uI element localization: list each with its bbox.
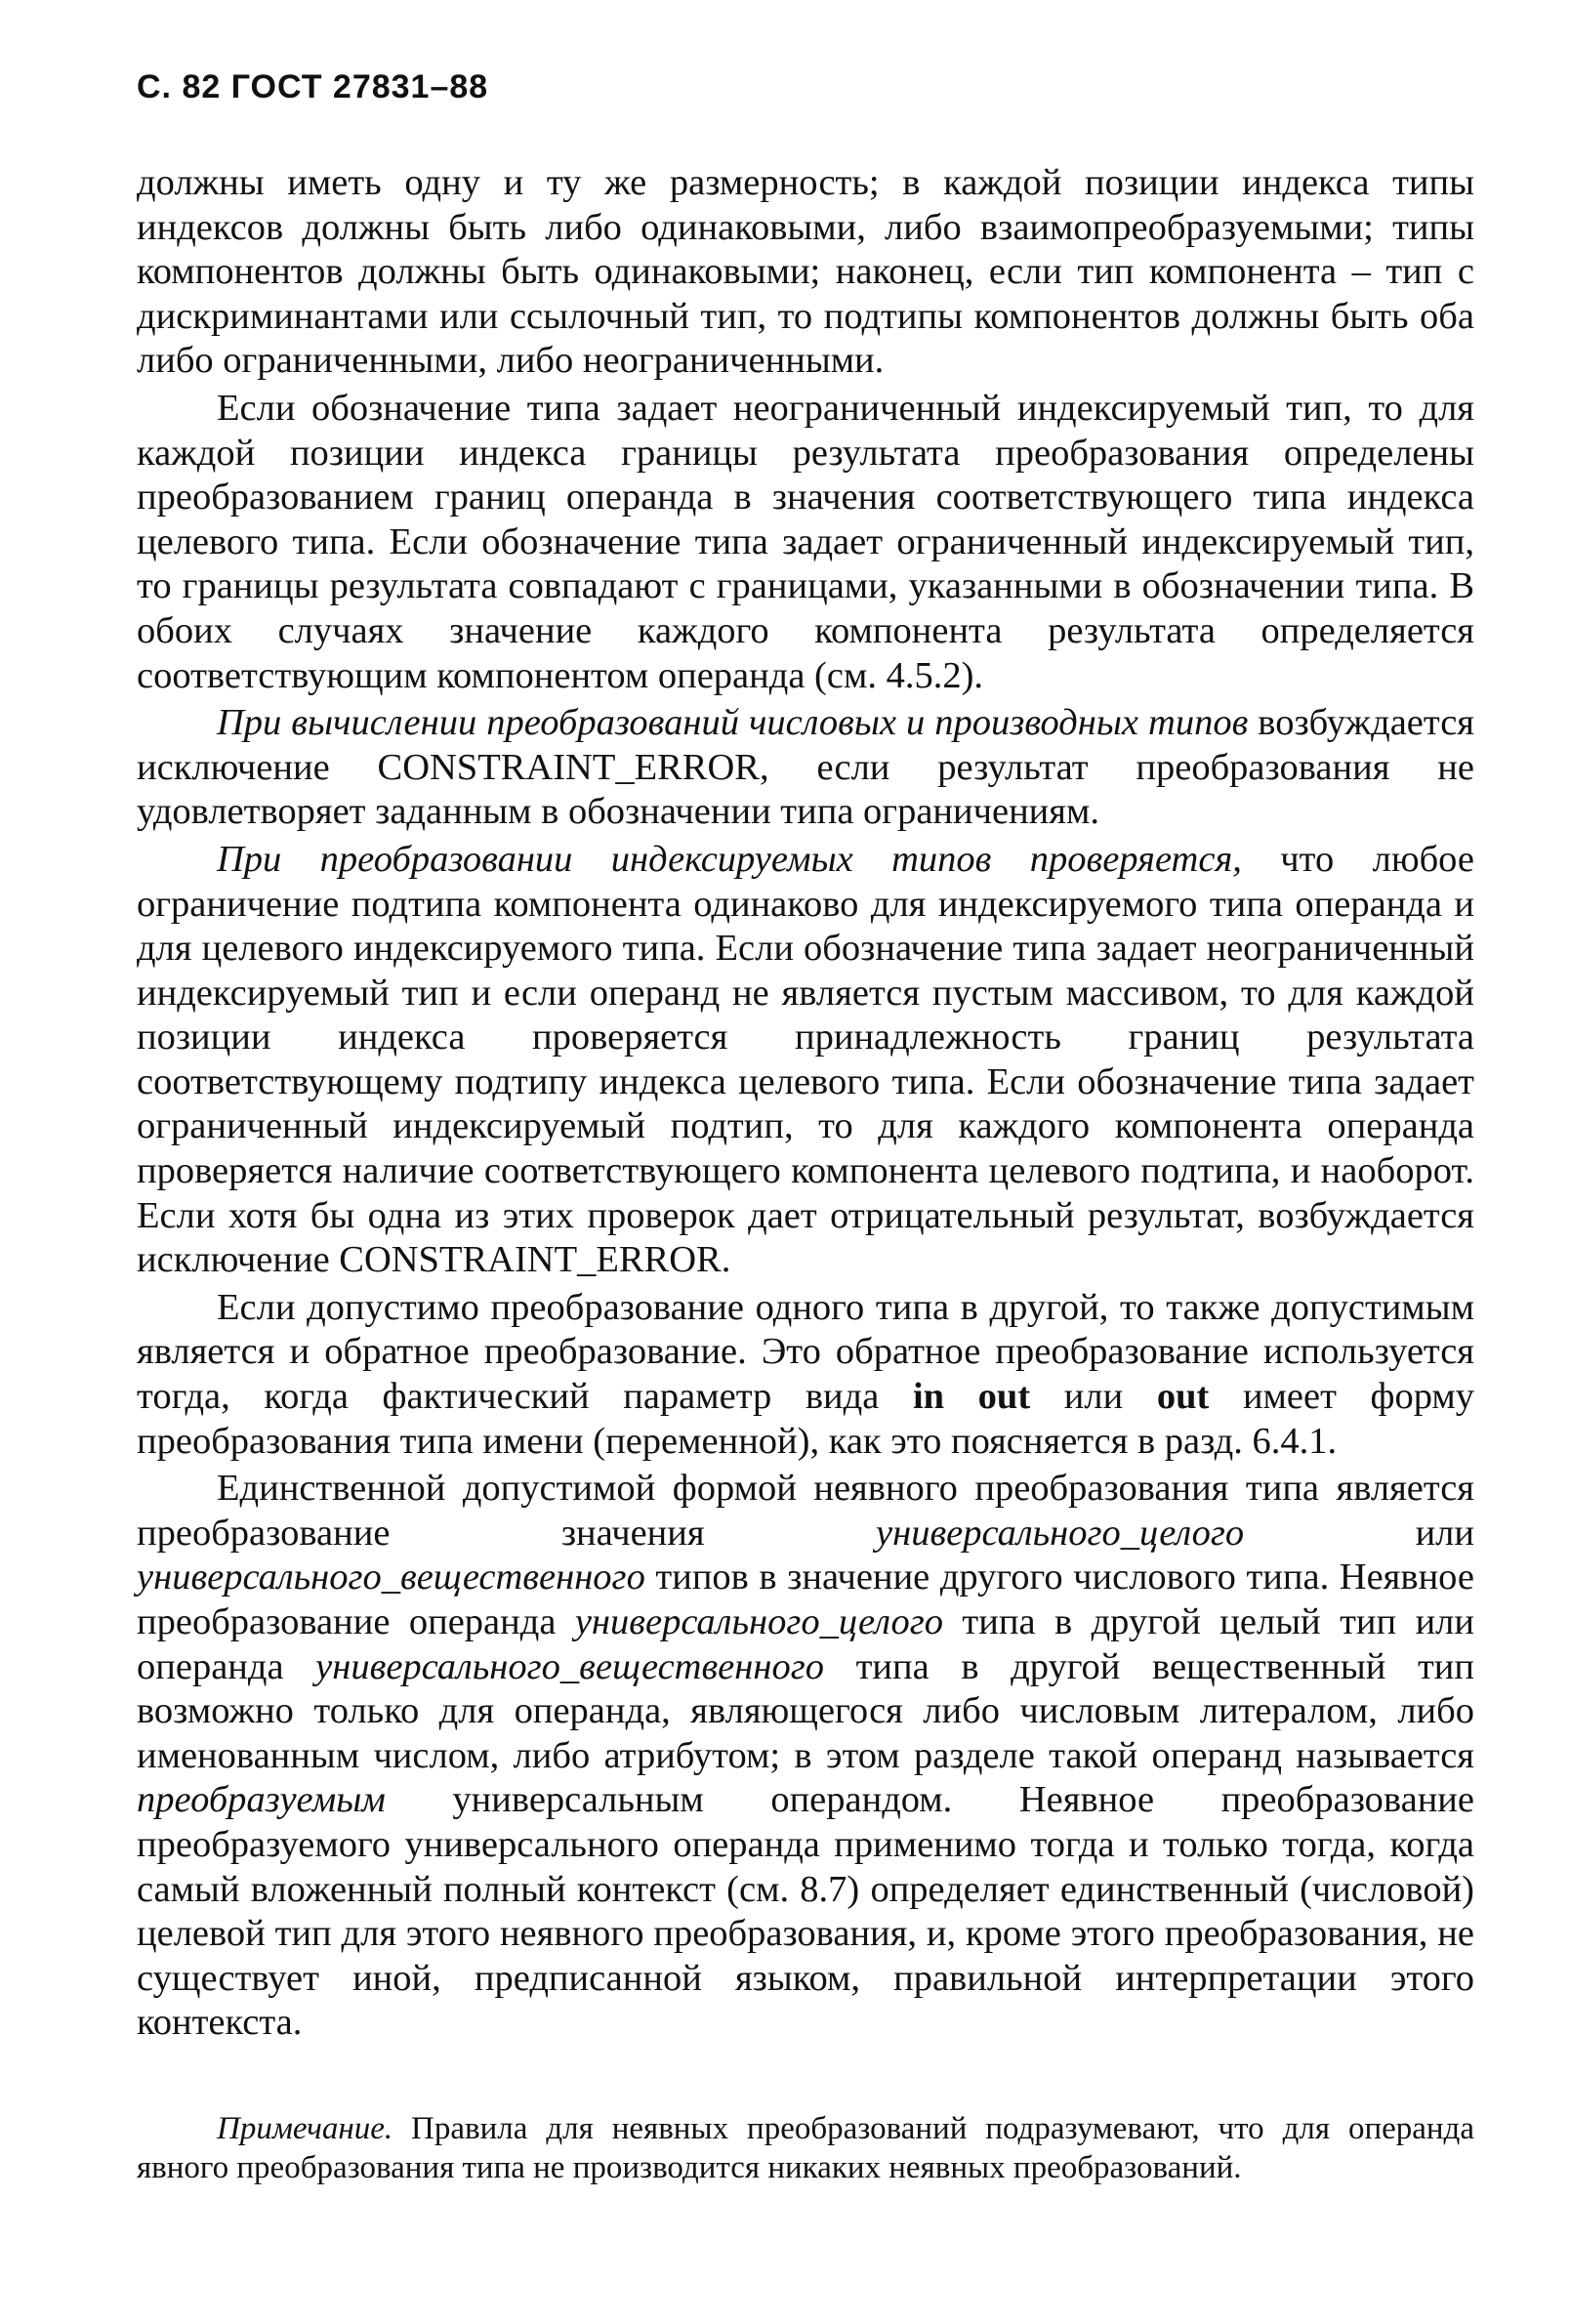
footnote [137, 2109, 1474, 2187]
paragraph-text: типа в другой целый тип или операнда [137, 1601, 1474, 1687]
keyword: out [1156, 1376, 1210, 1418]
paragraph [137, 701, 1474, 835]
paragraph-text: типов в значение другого числового типа. Неявное преобразование операнда [137, 1556, 1474, 1642]
paragraph-text: универсальным операндом. Неявное преобразование преобразуемого универсального операнда применимо тогда и только тогда, когда самый вложенный полный контекст (см. 8.7) определяет единственный (числовой) целевой тип для этого неявного преобразования, и, кроме этого преобразования, не существует иной, предписанной языком, правильной интерпретации этого контекста. [137, 1779, 1474, 2044]
paragraph-text: Если допустимо преобразование одного типа в другой, то также допустимым является и обратное преобразование. Это обратное преобразование используется тогда, когда фактический параметр вида [137, 1286, 1474, 1418]
paragraph [137, 161, 1474, 384]
italic-phrase: При вычислении преобразований числовых и производных типов [217, 702, 1249, 744]
note-text: Правила для неявных преобразований подразумевают, что для операнда явного преобразования типа не производится никаких неявных преобразований. [137, 2111, 1474, 2185]
paragraph-text: что любое ограничение подтипа компонента одинаково для индексируемого типа операнда и для целевого индексируемого типа. Если обозначение типа задает неограниченный индексируемый тип и если операнд не является пустым массивом, то для каждой позиции индекса проверяется принадлежность границ результата соответствующему подтипу индекса целевого типа. Если обозначение типа задает ограниченный индексируемый подтип, то для каждого компонента операнда проверяется наличие соответствующего компонента целевого подтипа, и наоборот. Если хотя бы одна из этих проверок дает отрицательный результат, возбуждается исключение CONSTRAINT_ERROR. [137, 838, 1474, 1281]
paragraph [137, 1286, 1474, 1464]
paragraph [137, 838, 1474, 1283]
italic-term: преобразуемым [137, 1779, 386, 1821]
paragraph-text: должны иметь одну и ту же размерность; в каждой позиции индекса типы индексов должны быть либо одинаковыми, либо взаимопреобразуемыми; типы компонентов должны быть одинаковыми; наконец, если тип компонента – тип с дискриминантами или ссылочный тип, то подтипы компонентов должны быть оба либо ограниченными, либо неограниченными. [137, 162, 1474, 382]
paragraph-text: типа в другой вещественный тип возможно только для операнда, являющегося либо числовым литералом, либо именованным числом, либо атрибутом; в этом разделе такой операнд называется [137, 1645, 1474, 1776]
paragraph-text: Единственной допустимой формой неявного преобразования типа является преобразование значения [137, 1468, 1474, 1554]
paragraph [137, 1467, 1474, 2046]
paragraph [137, 387, 1474, 698]
italic-term: универсального_вещественного [315, 1645, 824, 1687]
paragraph-text: имеет форму преобразования типа имени (переменной), как это поясняется в разд. 6.4.1. [137, 1376, 1475, 1462]
paragraph-text: или [1030, 1376, 1157, 1418]
paragraph-text: возбуждается исключение CONSTRAINT_ERROR, если результат преобразования не удовлетворяет заданным в обозначении типа ограничениям. [137, 702, 1474, 833]
italic-phrase: При преобразовании индексируемых типов проверяется, [217, 838, 1242, 880]
italic-term: универсального_вещественного [137, 1556, 645, 1598]
page-header: С. 82 ГОСТ 27831–88 [137, 68, 489, 105]
paragraph-text: или [1244, 1512, 1474, 1554]
keyword: in out [912, 1376, 1031, 1418]
italic-term: универсального_целого [876, 1512, 1245, 1554]
body-text [137, 161, 1474, 2049]
paragraph-text: Если обозначение типа задает неограниченный индексируемый тип, то для каждой позиции индекса границы результата преобразования определены преобразованием границ операнда в значения соответствующего типа индекса целевого типа. Если обозначение типа задает ограниченный индексируемый тип, то границы результата совпадают с границами, указанными в обозначении типа. В обоих случаях значение каждого компонента результата определяется соответствующим компонентом операнда (см. 4.5.2). [137, 387, 1474, 696]
note-label: Примечание. [217, 2111, 393, 2146]
italic-term: универсального_целого [574, 1601, 943, 1642]
